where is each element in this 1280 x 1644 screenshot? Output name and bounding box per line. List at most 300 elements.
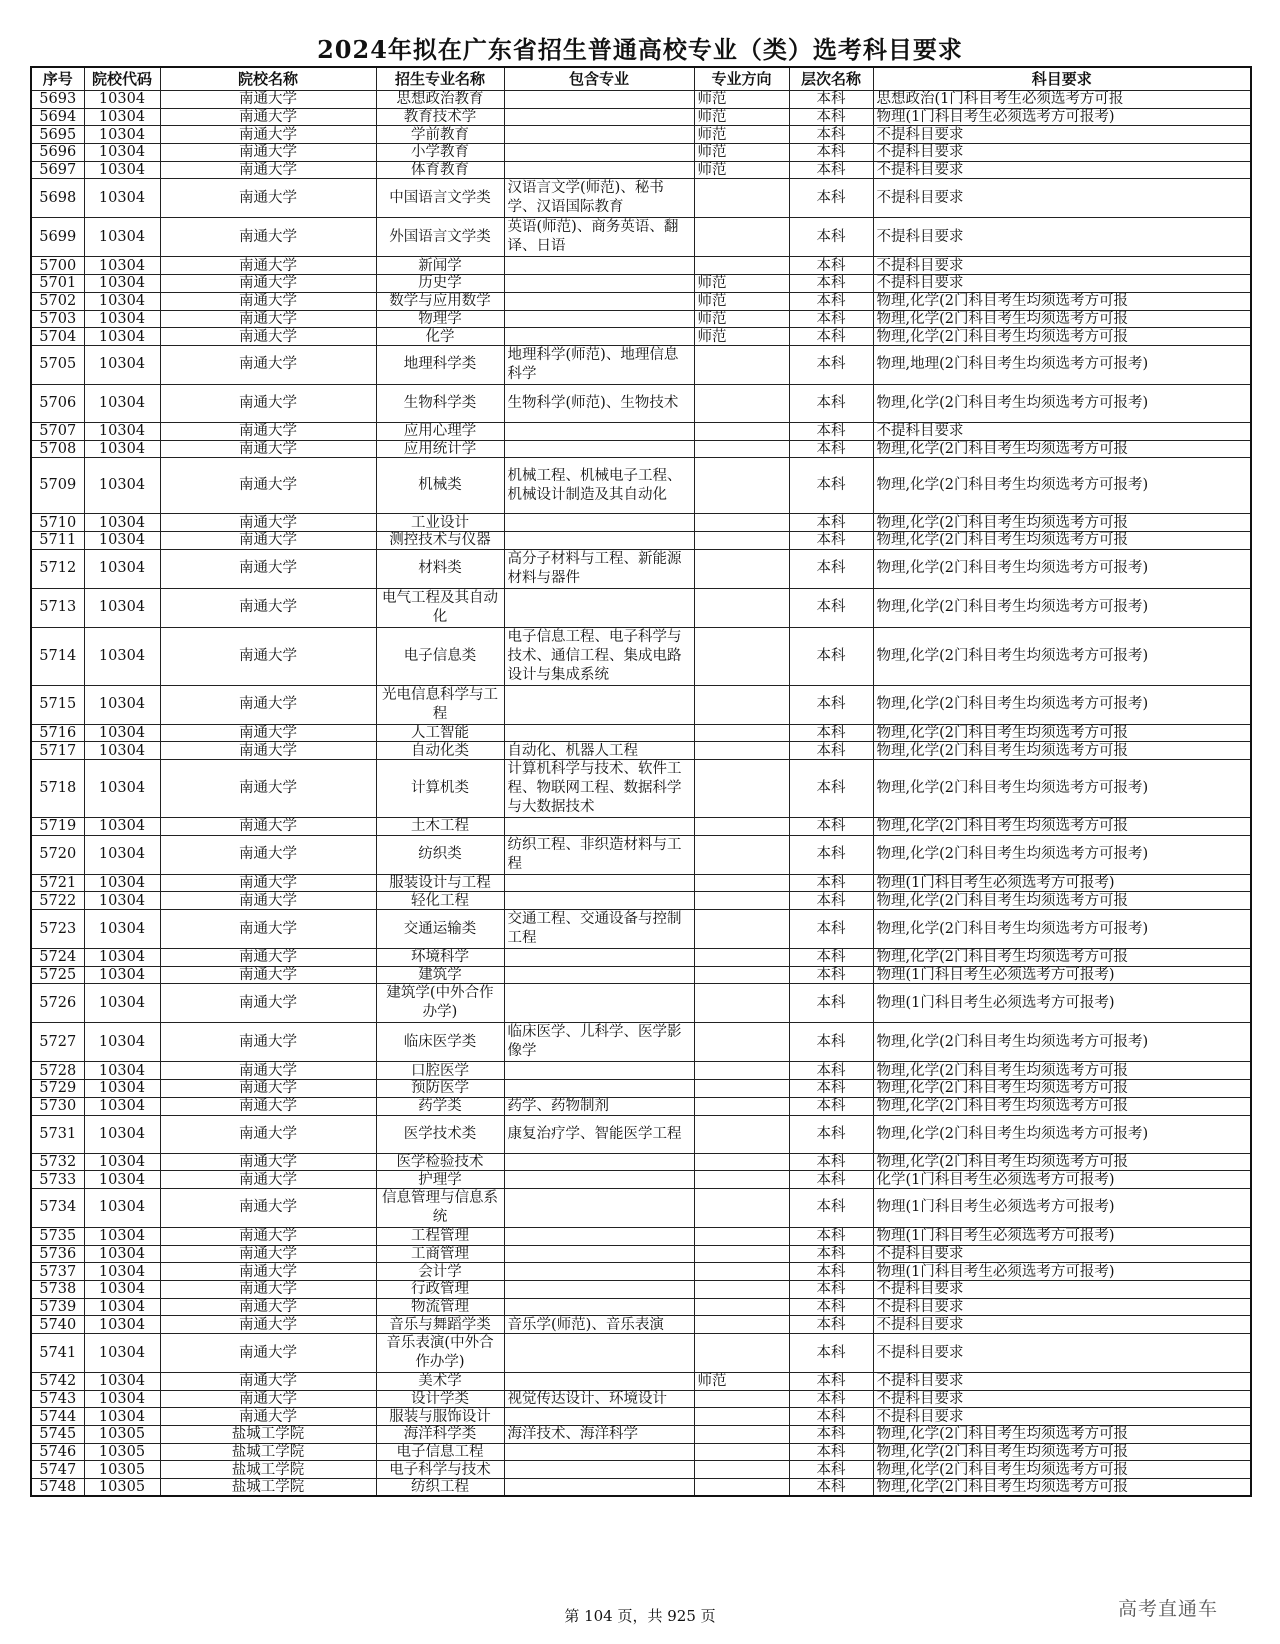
cell-col-school-name: 南通大学: [160, 345, 376, 384]
cell-col-school-name: 南通大学: [160, 328, 376, 346]
cell-col-school-name: 南通大学: [160, 179, 376, 218]
cell-col-school-code: 10304: [84, 1115, 160, 1153]
cell-col-seq: 5697: [31, 161, 84, 179]
table-row: [31, 1280, 1251, 1298]
cell-col-subject-req: 物理,化学(2门科目考生均须选考方可报考): [873, 685, 1251, 724]
cell-col-school-name: 南通大学: [160, 1263, 376, 1281]
cell-col-school-code: 10304: [84, 818, 160, 836]
requirements-table: [30, 66, 1252, 1497]
table-row: [31, 1023, 1251, 1062]
cell-col-school-name: 南通大学: [160, 685, 376, 724]
cell-col-level: 本科: [789, 874, 873, 892]
cell-col-level: 本科: [789, 1443, 873, 1461]
cell-col-direction: 师范: [694, 161, 789, 179]
cell-col-school-code: 10304: [84, 384, 160, 422]
cell-col-subject-req: 不提科目要求: [873, 1334, 1251, 1373]
cell-col-school-name: 南通大学: [160, 1062, 376, 1080]
cell-col-school-code: 10304: [84, 328, 160, 346]
cell-col-school-name: 南通大学: [160, 874, 376, 892]
cell-col-major-name: 行政管理: [376, 1280, 504, 1298]
cell-col-school-name: 南通大学: [160, 818, 376, 836]
cell-col-direction: [694, 742, 789, 760]
cell-col-level: 本科: [789, 1023, 873, 1062]
header-col-school-code: 院校代码: [84, 67, 160, 91]
cell-col-direction: [694, 422, 789, 440]
cell-col-direction: [694, 835, 789, 874]
table-row: [31, 984, 1251, 1023]
cell-col-major-name: 美术学: [376, 1373, 504, 1391]
cell-col-school-code: 10305: [84, 1461, 160, 1479]
cell-col-level: 本科: [789, 1373, 873, 1391]
cell-col-included-majors: [504, 91, 694, 109]
cell-col-school-code: 10304: [84, 91, 160, 109]
cell-col-included-majors: 视觉传达设计、环境设计: [504, 1390, 694, 1408]
cell-col-school-name: 南通大学: [160, 1298, 376, 1316]
cell-col-school-code: 10304: [84, 179, 160, 218]
cell-col-major-name: 工程管理: [376, 1227, 504, 1245]
cell-col-level: 本科: [789, 1390, 873, 1408]
cell-col-included-majors: 药学、药物制剂: [504, 1097, 694, 1115]
cell-col-seq: 5743: [31, 1390, 84, 1408]
table-row: [31, 440, 1251, 458]
cell-col-major-name: 轻化工程: [376, 892, 504, 910]
cell-col-direction: [694, 179, 789, 218]
cell-col-subject-req: 物理,化学(2门科目考生均须选考方可报: [873, 742, 1251, 760]
cell-col-school-code: 10304: [84, 1023, 160, 1062]
cell-col-level: 本科: [789, 458, 873, 514]
cell-col-level: 本科: [789, 531, 873, 549]
cell-col-subject-req: 物理(1门科目考生必须选考方可报考): [873, 1227, 1251, 1245]
cell-col-seq: 5747: [31, 1461, 84, 1479]
cell-col-major-name: 临床医学类: [376, 1023, 504, 1062]
table-row: [31, 144, 1251, 162]
cell-col-included-majors: [504, 1080, 694, 1098]
cell-col-major-name: 思想政治教育: [376, 91, 504, 109]
cell-col-major-name: 信息管理与信息系统: [376, 1188, 504, 1227]
cell-col-direction: [694, 257, 789, 275]
cell-col-major-name: 医学技术类: [376, 1115, 504, 1153]
cell-col-included-majors: [504, 724, 694, 742]
cell-col-school-code: 10304: [84, 1408, 160, 1426]
cell-col-included-majors: [504, 1298, 694, 1316]
cell-col-major-name: 音乐与舞蹈学类: [376, 1316, 504, 1334]
cell-col-subject-req: 不提科目要求: [873, 179, 1251, 218]
cell-col-school-code: 10304: [84, 345, 160, 384]
cell-col-seq: 5699: [31, 218, 84, 257]
cell-col-subject-req: 物理,化学(2门科目考生均须选考方可报考): [873, 627, 1251, 685]
cell-col-school-name: 南通大学: [160, 1080, 376, 1098]
cell-col-major-name: 设计学类: [376, 1390, 504, 1408]
cell-col-direction: 师范: [694, 292, 789, 310]
header-col-included-majors: 包含专业: [504, 67, 694, 91]
cell-col-seq: 5728: [31, 1062, 84, 1080]
cell-col-major-name: 物流管理: [376, 1298, 504, 1316]
cell-col-school-code: 10304: [84, 549, 160, 588]
cell-col-included-majors: 英语(师范)、商务英语、翻译、日语: [504, 218, 694, 257]
cell-col-subject-req: 物理,化学(2门科目考生均须选考方可报: [873, 292, 1251, 310]
cell-col-school-code: 10304: [84, 1298, 160, 1316]
cell-col-school-code: 10304: [84, 627, 160, 685]
cell-col-major-name: 纺织类: [376, 835, 504, 874]
cell-col-school-name: 南通大学: [160, 949, 376, 967]
cell-col-subject-req: 不提科目要求: [873, 126, 1251, 144]
cell-col-level: 本科: [789, 1426, 873, 1444]
cell-col-school-code: 10304: [84, 144, 160, 162]
cell-col-seq: 5710: [31, 514, 84, 532]
cell-col-direction: [694, 1479, 789, 1497]
cell-col-seq: 5696: [31, 144, 84, 162]
cell-col-subject-req: 物理,化学(2门科目考生均须选考方可报: [873, 892, 1251, 910]
cell-col-seq: 5720: [31, 835, 84, 874]
cell-col-major-name: 纺织工程: [376, 1479, 504, 1497]
cell-col-school-code: 10304: [84, 949, 160, 967]
cell-col-school-name: 盐城工学院: [160, 1461, 376, 1479]
cell-col-seq: 5735: [31, 1227, 84, 1245]
table-row: [31, 1298, 1251, 1316]
cell-col-direction: 师范: [694, 144, 789, 162]
cell-col-seq: 5701: [31, 275, 84, 293]
table-row: [31, 1097, 1251, 1115]
cell-col-school-name: 南通大学: [160, 966, 376, 984]
cell-col-subject-req: 物理,化学(2门科目考生均须选考方可报考): [873, 458, 1251, 514]
cell-col-subject-req: 不提科目要求: [873, 1280, 1251, 1298]
cell-col-subject-req: 不提科目要求: [873, 1373, 1251, 1391]
cell-col-included-majors: [504, 422, 694, 440]
cell-col-level: 本科: [789, 760, 873, 818]
cell-col-subject-req: 不提科目要求: [873, 257, 1251, 275]
cell-col-level: 本科: [789, 1245, 873, 1263]
cell-col-school-code: 10305: [84, 1426, 160, 1444]
cell-col-level: 本科: [789, 310, 873, 328]
cell-col-direction: [694, 1245, 789, 1263]
cell-col-included-majors: 临床医学、儿科学、医学影像学: [504, 1023, 694, 1062]
cell-col-direction: [694, 531, 789, 549]
page-footer: 第 104 页，共 925 页: [564, 1607, 716, 1625]
cell-col-seq: 5722: [31, 892, 84, 910]
cell-col-seq: 5712: [31, 549, 84, 588]
cell-col-major-name: 医学检验技术: [376, 1153, 504, 1171]
cell-col-seq: 5719: [31, 818, 84, 836]
cell-col-school-code: 10304: [84, 1080, 160, 1098]
cell-col-school-name: 南通大学: [160, 422, 376, 440]
cell-col-level: 本科: [789, 588, 873, 627]
cell-col-subject-req: 物理,化学(2门科目考生均须选考方可报: [873, 328, 1251, 346]
table-row: [31, 1263, 1251, 1281]
cell-col-included-majors: [504, 1334, 694, 1373]
cell-col-included-majors: [504, 1408, 694, 1426]
cell-col-school-code: 10304: [84, 458, 160, 514]
cell-col-school-code: 10304: [84, 422, 160, 440]
cell-col-school-name: 南通大学: [160, 984, 376, 1023]
cell-col-school-name: 南通大学: [160, 1171, 376, 1189]
cell-col-subject-req: 不提科目要求: [873, 1298, 1251, 1316]
cell-col-school-name: 南通大学: [160, 91, 376, 109]
cell-col-subject-req: 不提科目要求: [873, 1316, 1251, 1334]
cell-col-included-majors: 康复治疗学、智能医学工程: [504, 1115, 694, 1153]
cell-col-school-name: 南通大学: [160, 1316, 376, 1334]
cell-col-seq: 5715: [31, 685, 84, 724]
cell-col-included-majors: 汉语言文学(师范)、秘书学、汉语国际教育: [504, 179, 694, 218]
cell-col-school-code: 10304: [84, 874, 160, 892]
cell-col-direction: [694, 1316, 789, 1334]
cell-col-subject-req: 物理,化学(2门科目考生均须选考方可报考): [873, 910, 1251, 949]
cell-col-included-majors: 高分子材料与工程、新能源材料与器件: [504, 549, 694, 588]
cell-col-level: 本科: [789, 292, 873, 310]
table-row: [31, 91, 1251, 109]
cell-col-major-name: 交通运输类: [376, 910, 504, 949]
cell-col-level: 本科: [789, 1080, 873, 1098]
table-row: [31, 1408, 1251, 1426]
cell-col-school-name: 南通大学: [160, 292, 376, 310]
cell-col-included-majors: 交通工程、交通设备与控制工程: [504, 910, 694, 949]
header-col-level: 层次名称: [789, 67, 873, 91]
cell-col-level: 本科: [789, 742, 873, 760]
cell-col-subject-req: 不提科目要求: [873, 1245, 1251, 1263]
cell-col-major-name: 药学类: [376, 1097, 504, 1115]
cell-col-seq: 5736: [31, 1245, 84, 1263]
table-row: [31, 760, 1251, 818]
cell-col-school-code: 10304: [84, 742, 160, 760]
cell-col-included-majors: 音乐学(师范)、音乐表演: [504, 1316, 694, 1334]
cell-col-direction: [694, 1227, 789, 1245]
cell-col-subject-req: 不提科目要求: [873, 275, 1251, 293]
cell-col-subject-req: 物理(1门科目考生必须选考方可报考): [873, 1188, 1251, 1227]
table-row: [31, 1188, 1251, 1227]
table-row: [31, 835, 1251, 874]
cell-col-subject-req: 物理,化学(2门科目考生均须选考方可报: [873, 1461, 1251, 1479]
table-row: [31, 108, 1251, 126]
table-row: [31, 1245, 1251, 1263]
table-row: [31, 310, 1251, 328]
cell-col-school-name: 南通大学: [160, 384, 376, 422]
cell-col-direction: 师范: [694, 328, 789, 346]
cell-col-school-code: 10304: [84, 257, 160, 275]
cell-col-subject-req: 化学(1门科目考生必须选考方可报考): [873, 1171, 1251, 1189]
cell-col-major-name: 工业设计: [376, 514, 504, 532]
cell-col-included-majors: [504, 1479, 694, 1497]
cell-col-school-code: 10304: [84, 685, 160, 724]
cell-col-school-code: 10304: [84, 218, 160, 257]
table-row: [31, 874, 1251, 892]
cell-col-included-majors: [504, 984, 694, 1023]
cell-col-major-name: 体育教育: [376, 161, 504, 179]
cell-col-school-name: 南通大学: [160, 742, 376, 760]
cell-col-seq: 5708: [31, 440, 84, 458]
cell-col-school-name: 南通大学: [160, 1280, 376, 1298]
cell-col-direction: [694, 892, 789, 910]
cell-col-included-majors: [504, 874, 694, 892]
cell-col-school-name: 南通大学: [160, 1408, 376, 1426]
cell-col-subject-req: 不提科目要求: [873, 161, 1251, 179]
cell-col-level: 本科: [789, 1298, 873, 1316]
cell-col-seq: 5706: [31, 384, 84, 422]
cell-col-major-name: 材料类: [376, 549, 504, 588]
cell-col-major-name: 电子信息工程: [376, 1443, 504, 1461]
cell-col-included-majors: [504, 1227, 694, 1245]
cell-col-included-majors: [504, 328, 694, 346]
cell-col-major-name: 数学与应用数学: [376, 292, 504, 310]
table-row: [31, 257, 1251, 275]
cell-col-seq: 5730: [31, 1097, 84, 1115]
table-row: [31, 588, 1251, 627]
cell-col-seq: 5746: [31, 1443, 84, 1461]
cell-col-level: 本科: [789, 1115, 873, 1153]
cell-col-direction: [694, 345, 789, 384]
cell-col-level: 本科: [789, 161, 873, 179]
cell-col-major-name: 光电信息科学与工程: [376, 685, 504, 724]
table-row: [31, 1479, 1251, 1497]
cell-col-school-code: 10304: [84, 588, 160, 627]
table-row: [31, 292, 1251, 310]
cell-col-subject-req: 物理,化学(2门科目考生均须选考方可报: [873, 310, 1251, 328]
cell-col-seq: 5726: [31, 984, 84, 1023]
cell-col-major-name: 外国语言文学类: [376, 218, 504, 257]
cell-col-seq: 5729: [31, 1080, 84, 1098]
cell-col-subject-req: 物理(1门科目考生必须选考方可报考): [873, 966, 1251, 984]
cell-col-school-name: 南通大学: [160, 1153, 376, 1171]
cell-col-seq: 5702: [31, 292, 84, 310]
cell-col-school-code: 10304: [84, 292, 160, 310]
cell-col-school-name: 南通大学: [160, 218, 376, 257]
cell-col-level: 本科: [789, 345, 873, 384]
cell-col-seq: 5734: [31, 1188, 84, 1227]
cell-col-level: 本科: [789, 818, 873, 836]
cell-col-school-name: 南通大学: [160, 1188, 376, 1227]
cell-col-included-majors: [504, 257, 694, 275]
cell-col-level: 本科: [789, 1097, 873, 1115]
cell-col-major-name: 计算机类: [376, 760, 504, 818]
cell-col-school-code: 10304: [84, 1316, 160, 1334]
cell-col-included-majors: 机械工程、机械电子工程、机械设计制造及其自动化: [504, 458, 694, 514]
cell-col-seq: 5700: [31, 257, 84, 275]
cell-col-seq: 5716: [31, 724, 84, 742]
cell-col-major-name: 学前教育: [376, 126, 504, 144]
cell-col-major-name: 会计学: [376, 1263, 504, 1281]
cell-col-included-majors: [504, 310, 694, 328]
cell-col-direction: 师范: [694, 126, 789, 144]
cell-col-level: 本科: [789, 384, 873, 422]
cell-col-direction: 师范: [694, 275, 789, 293]
cell-col-level: 本科: [789, 144, 873, 162]
cell-col-major-name: 应用心理学: [376, 422, 504, 440]
cell-col-school-code: 10304: [84, 1227, 160, 1245]
cell-col-school-name: 南通大学: [160, 760, 376, 818]
cell-col-level: 本科: [789, 984, 873, 1023]
cell-col-major-name: 服装设计与工程: [376, 874, 504, 892]
cell-col-direction: [694, 1263, 789, 1281]
cell-col-school-name: 南通大学: [160, 588, 376, 627]
table-row: [31, 1426, 1251, 1444]
cell-col-school-code: 10304: [84, 275, 160, 293]
cell-col-school-code: 10304: [84, 1263, 160, 1281]
cell-col-level: 本科: [789, 108, 873, 126]
cell-col-direction: [694, 724, 789, 742]
cell-col-seq: 5732: [31, 1153, 84, 1171]
cell-col-level: 本科: [789, 685, 873, 724]
cell-col-direction: [694, 1408, 789, 1426]
cell-col-school-code: 10304: [84, 531, 160, 549]
cell-col-direction: [694, 549, 789, 588]
table-row: [31, 218, 1251, 257]
cell-col-level: 本科: [789, 1334, 873, 1373]
cell-col-seq: 5748: [31, 1479, 84, 1497]
table-row: [31, 422, 1251, 440]
table-row: [31, 1153, 1251, 1171]
cell-col-school-name: 盐城工学院: [160, 1443, 376, 1461]
table-row: [31, 949, 1251, 967]
cell-col-included-majors: [504, 531, 694, 549]
table-row: [31, 514, 1251, 532]
cell-col-subject-req: 思想政治(1门科目考生必须选考方可报: [873, 91, 1251, 109]
cell-col-level: 本科: [789, 549, 873, 588]
cell-col-subject-req: 不提科目要求: [873, 218, 1251, 257]
cell-col-school-code: 10304: [84, 1097, 160, 1115]
table-row: [31, 126, 1251, 144]
cell-col-major-name: 服装与服饰设计: [376, 1408, 504, 1426]
cell-col-school-name: 南通大学: [160, 1227, 376, 1245]
cell-col-level: 本科: [789, 257, 873, 275]
cell-col-included-majors: [504, 1171, 694, 1189]
cell-col-major-name: 人工智能: [376, 724, 504, 742]
cell-col-school-name: 南通大学: [160, 257, 376, 275]
cell-col-school-code: 10304: [84, 310, 160, 328]
cell-col-seq: 5718: [31, 760, 84, 818]
cell-col-school-name: 南通大学: [160, 1334, 376, 1373]
cell-col-level: 本科: [789, 179, 873, 218]
table-row: [31, 742, 1251, 760]
cell-col-seq: 5695: [31, 126, 84, 144]
cell-col-direction: [694, 218, 789, 257]
table-row: [31, 1334, 1251, 1373]
cell-col-school-name: 南通大学: [160, 724, 376, 742]
cell-col-seq: 5713: [31, 588, 84, 627]
cell-col-school-name: 南通大学: [160, 1373, 376, 1391]
cell-col-included-majors: [504, 1245, 694, 1263]
cell-col-seq: 5717: [31, 742, 84, 760]
cell-col-school-code: 10304: [84, 1188, 160, 1227]
header-col-seq: 序号: [31, 67, 84, 91]
cell-col-subject-req: 物理,化学(2门科目考生均须选考方可报: [873, 1097, 1251, 1115]
table-row: [31, 1080, 1251, 1098]
table-row: [31, 531, 1251, 549]
cell-col-major-name: 教育技术学: [376, 108, 504, 126]
cell-col-seq: 5727: [31, 1023, 84, 1062]
cell-col-subject-req: 物理,化学(2门科目考生均须选考方可报: [873, 1153, 1251, 1171]
cell-col-major-name: 化学: [376, 328, 504, 346]
cell-col-included-majors: 计算机科学与技术、软件工程、物联网工程、数据科学与大数据技术: [504, 760, 694, 818]
cell-col-major-name: 口腔医学: [376, 1062, 504, 1080]
cell-col-level: 本科: [789, 1316, 873, 1334]
cell-col-school-name: 南通大学: [160, 892, 376, 910]
cell-col-school-code: 10304: [84, 910, 160, 949]
cell-col-seq: 5723: [31, 910, 84, 949]
cell-col-school-name: 南通大学: [160, 627, 376, 685]
cell-col-school-name: 南通大学: [160, 161, 376, 179]
cell-col-major-name: 小学教育: [376, 144, 504, 162]
cell-col-major-name: 环境科学: [376, 949, 504, 967]
cell-col-subject-req: 物理,化学(2门科目考生均须选考方可报考): [873, 549, 1251, 588]
cell-col-school-code: 10305: [84, 1443, 160, 1461]
cell-col-direction: [694, 1080, 789, 1098]
cell-col-major-name: 电子科学与技术: [376, 1461, 504, 1479]
cell-col-level: 本科: [789, 949, 873, 967]
cell-col-major-name: 中国语言文学类: [376, 179, 504, 218]
header-col-major-name: 招生专业名称: [376, 67, 504, 91]
cell-col-included-majors: [504, 949, 694, 967]
cell-col-seq: 5703: [31, 310, 84, 328]
cell-col-direction: [694, 966, 789, 984]
cell-col-major-name: 音乐表演(中外合作办学): [376, 1334, 504, 1373]
